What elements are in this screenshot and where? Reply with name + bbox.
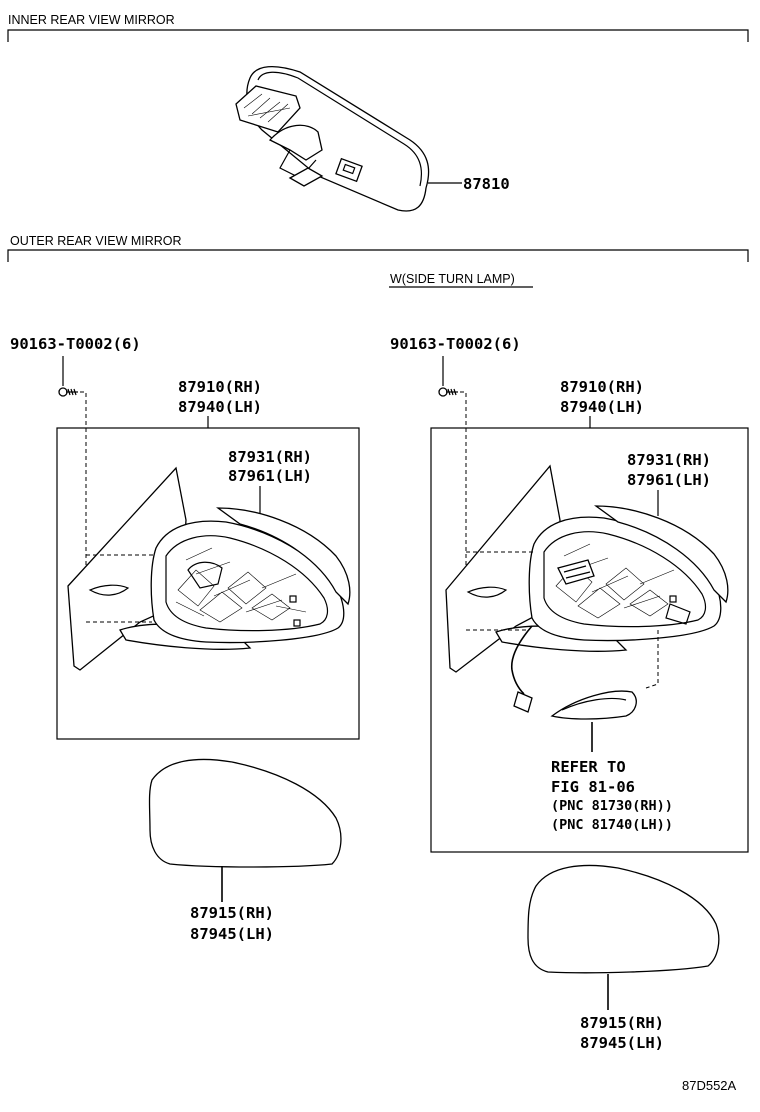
label-assy-lh-left: 87940(LH) [178, 398, 262, 416]
side-turn-lamp [552, 691, 636, 719]
label-sub-lh-left: 87961(LH) [228, 467, 312, 485]
section-title-inner: INNER REAR VIEW MIRROR [8, 13, 175, 27]
outer-mirror-drawing-left [68, 468, 350, 670]
label-sub-lh-right: 87961(LH) [627, 471, 711, 489]
refer-line-1: REFER TO [551, 758, 626, 776]
label-assy-lh-right: 87940(LH) [560, 398, 644, 416]
label-sub-rh-left: 87931(RH) [228, 448, 312, 466]
inner-mirror-drawing [236, 67, 429, 211]
mirror-cover-right [528, 865, 719, 972]
refer-line-4: (PNC 81740(LH)) [551, 817, 673, 833]
refer-line-3: (PNC 81730(RH)) [551, 798, 673, 814]
label-screw-left: 90163-T0002(6) [10, 335, 141, 353]
label-assy-rh-right: 87910(RH) [560, 378, 644, 396]
diagram-code: 87D552A [682, 1078, 737, 1093]
section-title-outer: OUTER REAR VIEW MIRROR [10, 234, 182, 248]
label-screw-right: 90163-T0002(6) [390, 335, 521, 353]
label-cover-rh-left: 87915(RH) [190, 904, 274, 922]
section-bracket-inner [8, 30, 748, 42]
screw-icon [59, 388, 78, 396]
label-87810: 87810 [463, 175, 510, 193]
outer-mirror-drawing-right [446, 466, 728, 712]
label-assy-rh-left: 87910(RH) [178, 378, 262, 396]
variant-title: W(SIDE TURN LAMP) [390, 272, 515, 286]
label-cover-lh-left: 87945(LH) [190, 925, 274, 943]
screw-icon [439, 388, 458, 396]
refer-line-2: FIG 81-06 [551, 778, 635, 796]
label-cover-rh-right: 87915(RH) [580, 1014, 664, 1032]
mirror-cover-left [150, 759, 341, 867]
label-sub-rh-right: 87931(RH) [627, 451, 711, 469]
section-bracket-outer [8, 250, 748, 262]
label-cover-lh-right: 87945(LH) [580, 1034, 664, 1052]
